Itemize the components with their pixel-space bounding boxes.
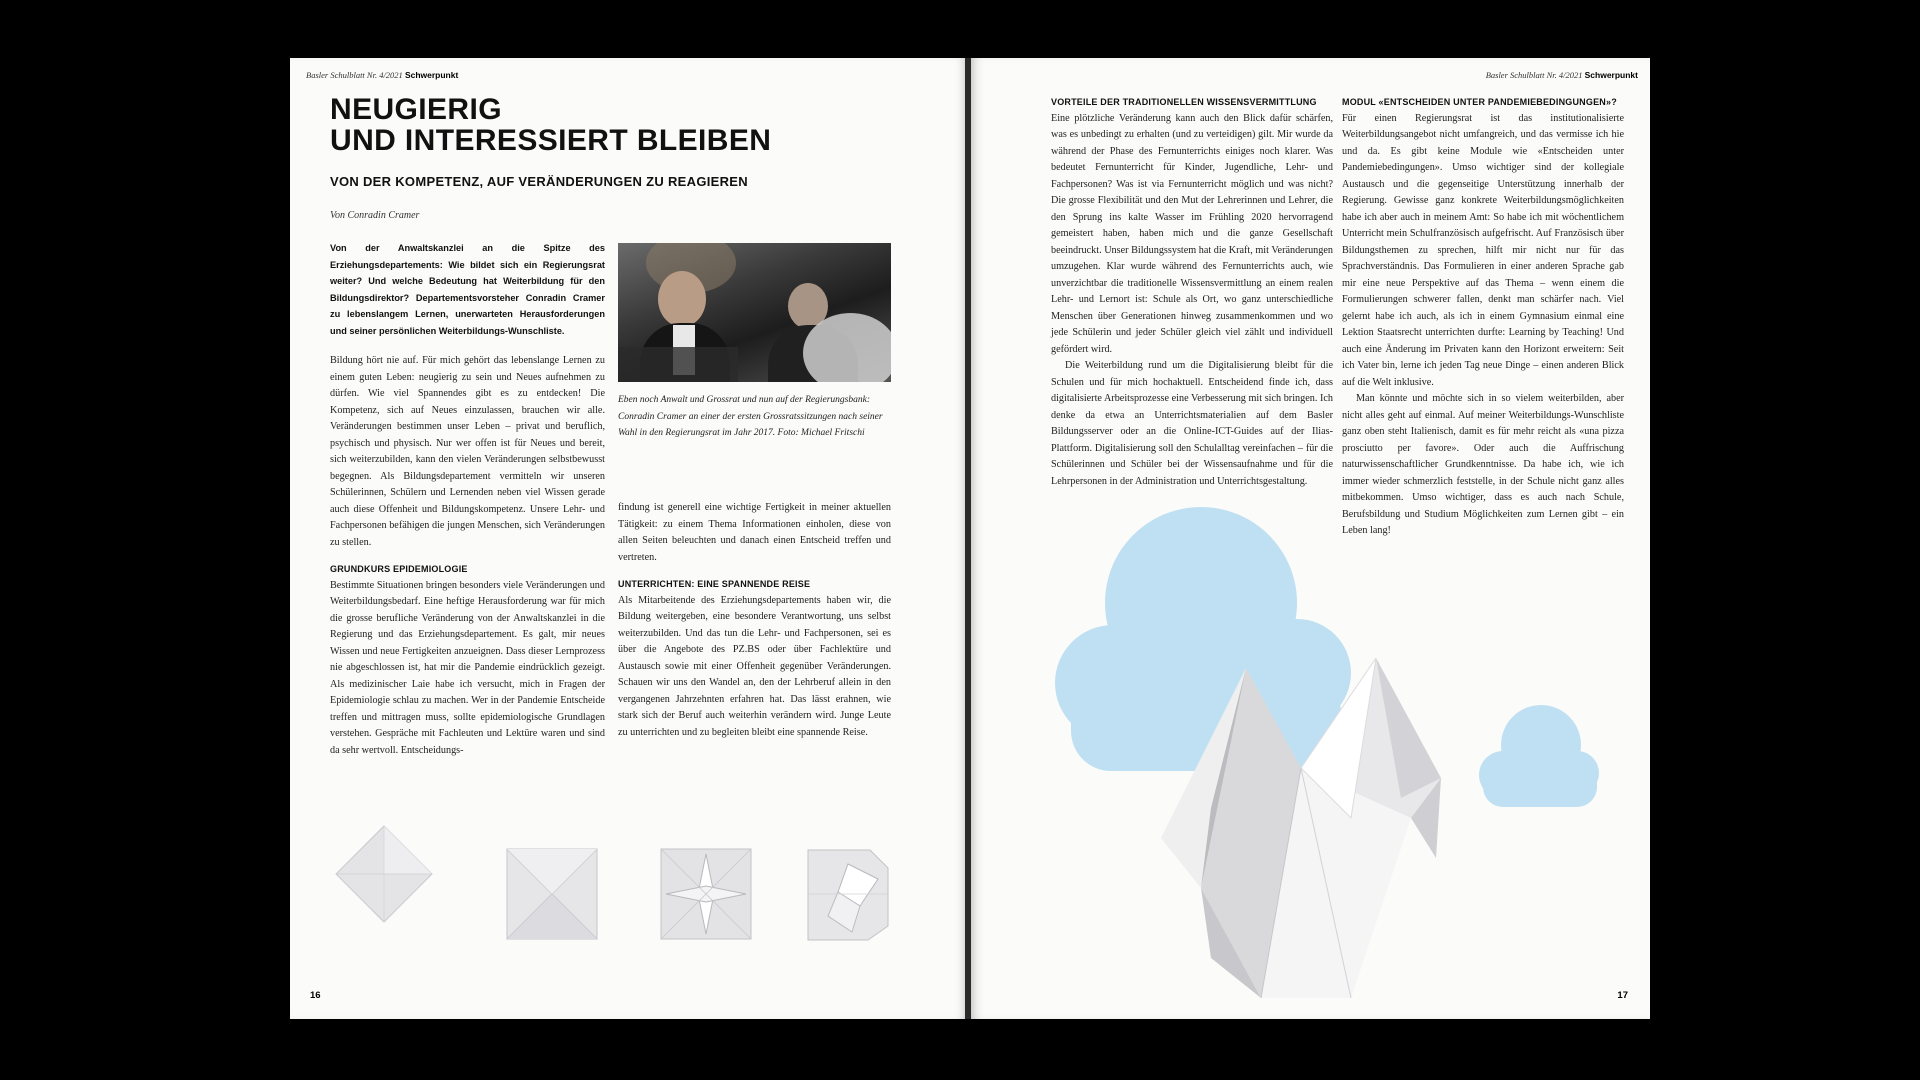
running-head-publication: Basler Schulblatt Nr. 4/2021	[306, 70, 403, 80]
section-heading-teaching: UNTERRICHTEN: EINE SPANNENDE REISE	[618, 579, 811, 589]
body-paragraph-module-2: Man könnte und möchte sich in so vielem weiterbilden, aber nicht alles geht auf einmal. Auf meiner Weiterbildungs-Wunschliste ganz oben steht Italienisch, damit es für mehr reicht als «una pizza prosciutto per favore». Oder auch die Auffrischung naturwissenschaftlicher Grundkenntnisse. Da habe ich, wie ich immer wieder schmerzlich feststelle, in der Schule nicht ganz alles mitbekommen. Umso wichtiger, dass es auch nach Schule, Berufsbildung und Studium Möglichkeiten zum Lernen gibt – ein Leben lang!	[1342, 393, 1624, 536]
section-body-teaching: Als Mitarbeitende des Erziehungsdepartements haben wir, die Bildung weitergeben, eine besondere Verantwortung, uns selbst weiterzubilden. Und das tun die Lehr- und Fachpersonen, sei es über die Angebote des PZ.BS oder über Fachlektüre und Austausch sowie mit einer Offenheit gegenüber Veränderungen. Schauen wir uns den Wandel an, den der Lehrberuf allein in den vergangenen Jahrzehnten erfahren hat. Das lässt erahnen, wie stark sich der Beruf auch weiterhin verändern wird. Junge Leute zu unterrichten und zu begleiten bleibt eine spannende Reise.	[618, 594, 891, 738]
headline	[330, 94, 771, 156]
running-head-section: Schwerpunkt	[404, 70, 459, 80]
origami-step-3-icon	[656, 844, 756, 944]
fortune-teller-origami-icon	[1151, 658, 1451, 1013]
subheadline: VON DER KOMPETENZ, AUF VERÄNDERUNGEN ZU REAGIEREN	[330, 174, 748, 189]
body-paragraph-traditional-2: Die Weiterbildung rund um die Digitalisierung bleibt für die Schulen und für mich hochaktuell. Entscheidend finde ich, dass digitalisierte Arbeitsprozesse eine Verbesserung mit sich bringen. Ich denke da etwa an Unterrichtsmaterialien auf dem Basler Bildungsserver oder an die Online-ICT-Guides auf der Ilias-Plattform. Digitalisierung soll den Schulalltag vereinfachen – für die Schülerinnen und Schüler bei der Wissensaufnahme und für die Lehrpersonen in der Administration und Unterrichtsgestaltung.	[1051, 360, 1333, 487]
right-column-2	[1342, 94, 1624, 540]
section-body-traditional	[1051, 111, 1333, 491]
origami-step-4-icon	[798, 844, 898, 944]
body-intro	[330, 353, 605, 551]
left-column-1	[330, 240, 605, 759]
left-column-2	[618, 500, 891, 741]
right-page	[971, 58, 1650, 1019]
headline-line-2: UND INTERESSIERT BLEIBEN	[330, 124, 772, 157]
photo-conradin-cramer	[618, 243, 891, 382]
body-paragraph-module-1: Für einen Regierungsrat ist das institutionalisierte Weiterbildungsangebot nicht umfangreich, und das vermisse ich hie und da. Es gibt keine Module wie «Entscheiden unter Pandemiebedingungen». Umso wichtiger sind der kollegiale Austausch und die gegenseitige Unterstützung innerhalb der Regierung. Gewisse ganz konkrete Weiterbildungsmöglichkeiten habe ich aber auch in meinem Amt: So habe ich mit wöchentlichem Unterricht mein Schulfranzösisch aufgefrischt. Auf Französisch über Bildungsthemen zu sprechen, hilft mir nicht nur für das Sprachverständnis. Das Formulieren in einer anderen Sprache gab mir eine neue Perspektive auf das Thema – wenn einem die Formulierungen schwerer fallen, denkt man schärfer nach. Viel gelernt habe ich auch, als ich in einem Gymnasium einmal eine Lektion Staatsrecht unterrichten durfte: Learning by Teaching! Und auch eine Änderung im Privaten kann den Horizont erweitern: Seit ich Vater bin, lerne ich jeden Tag neue Dinge – einen anderen Blick auf die Welt inklusive.	[1342, 112, 1624, 388]
origami-step-1-icon	[334, 824, 434, 924]
section-heading-epidemiology: GRUNDKURS EPIDEMIOLOGIE	[330, 564, 468, 574]
section-body-pandemic-module	[1342, 111, 1624, 540]
photo-caption: Eben noch Anwalt und Grossrat und nun auf der Regierungsbank: Conradin Cramer an einer der ersten Grossratssitzungen nach seiner Wahl in den Regierungsrat im Jahr 2017. Foto: Michael Fritschi	[618, 395, 883, 438]
page-number-left: 16	[310, 990, 321, 1001]
running-head-section: Schwerpunkt	[1584, 70, 1638, 80]
body-paragraph-traditional-1: Eine plötzliche Veränderung kann auch den Blick dafür schärfen, was es unbedingt zu erhalten (und zu verteidigen) gilt. Mir wurde da während der Phase des Fernunterrichts einiges noch klarer. Was bedeutet Fernunterricht für Kinder, Jugendliche, Lehr- und Fachpersonen? Was ist via Fernunterricht möglich und was nicht? Die grosse Flexibilität und den Mut der Lehrerinnen und Lehrer, die den Sprung ins kalte Wasser im Frühling 2020 hervorragend gemeistert haben, haben mich und die ganze Gesellschaft beeindruckt. Unser Bildungssystem hat die Kraft, mit Veränderungen umzugehen. Klar wurde während des Fernunterrichts auch, wie unverzichtbar die traditionelle Wissensvermittlung an einem realen Lehr- und Lernort ist: Schule als Ort, wo ganz unterschiedliche Menschen über Generationen hinweg zusammenkommen und wo jede Schülerin und jeder Schüler gleich viel zählt und individuell gefördert wird.	[1051, 112, 1333, 355]
origami-step-2-icon	[502, 844, 602, 944]
section-heading-pandemic-module: MODUL «ENTSCHEIDEN UNTER PANDEMIEBEDINGUNGEN»?	[1342, 97, 1617, 107]
body-paragraph-1: Bildung hört nie auf. Für mich gehört das lebenslange Lernen zu einem guten Leben: neugierig zu sein und Neues aufnehmen zu dürfen. Wie viel Spannendes gibt es zu entdecken! Die Kompetenz, sich auf Neues einzulassen, brauchen wir alle. Veränderungen bestimmen unser Leben – privat und beruflich, psychisch und physisch. Nur wer offen ist für Neues und bereit, sich weiterzubilden, kann den vielen Veränderungen selbstbewusst begegnen. Als Bildungsdepartement vermitteln wir unseren Schülerinnen, Schülern und Lernenden neben viel Wissen gerade auch diese Offenheit und Bildungskompetenz. Unsere Lehr- und Fachpersonen befähigen die jungen Menschen, sich Veränderungen zu stellen.	[330, 355, 605, 548]
section-body-epidemiology: Bestimmte Situationen bringen besonders viele Veränderungen und Weiterbildungsbedarf. Eine heftige Herausforderung war für mich die grosse berufliche Veränderung von der Anwaltskanzlei in die Regierung und das Erziehungsdepartement. Es galt, mir neues Wissen und neue Fertigkeiten anzueignen. Dass dieser Lernprozess nie abgeschlossen ist, hat mir die Pandemie eindrücklich gezeigt. Als medizinischer Laie habe ich versucht, mich in Fragen der Epidemiologie schlau zu machen. Wer in der Pandemie Entscheide treffen und mittragen muss, sollte epidemiologische Grundlagen verstehen. Gespräche mit Fachleuten und Lektüre waren und sind da sehr wertvoll. Entscheidungs-	[330, 579, 605, 756]
headline-line-1: NEUGIERIG	[330, 93, 502, 126]
running-head-right	[1486, 70, 1638, 80]
continuation-paragraph: findung ist generell eine wichtige Fertigkeit in meiner aktuellen Tätigkeit: zu einem Thema Informationen einholen, diese von allen Seiten beleuchten und danach einen Entscheid treffen und vertreten.	[618, 502, 891, 563]
page-number-right: 17	[1617, 990, 1628, 1001]
left-page	[290, 58, 965, 1019]
cloud-small-icon	[1479, 703, 1599, 808]
lead-paragraph: Von der Anwaltskanzlei an die Spitze des Erziehungsdepartements: Wie bildet sich ein Regierungsrat weiter? Und welche Bedeutung hat Weiterbildung für den Bildungsdirektor? Departementsvorsteher Conradin Cramer zu lebenslangem Lernen, unerwarteten Herausforderungen und seiner persönlichen Weiterbildungs-Wunschliste.	[330, 243, 605, 336]
running-head-publication: Basler Schulblatt Nr. 4/2021	[1485, 70, 1583, 80]
section-heading-traditional: VORTEILE DER TRADITIONELLEN WISSENSVERMITTLUNG	[1051, 97, 1317, 107]
right-column-1	[1051, 94, 1333, 490]
running-head-left	[306, 70, 458, 80]
byline: Von Conradin Cramer	[330, 210, 420, 221]
